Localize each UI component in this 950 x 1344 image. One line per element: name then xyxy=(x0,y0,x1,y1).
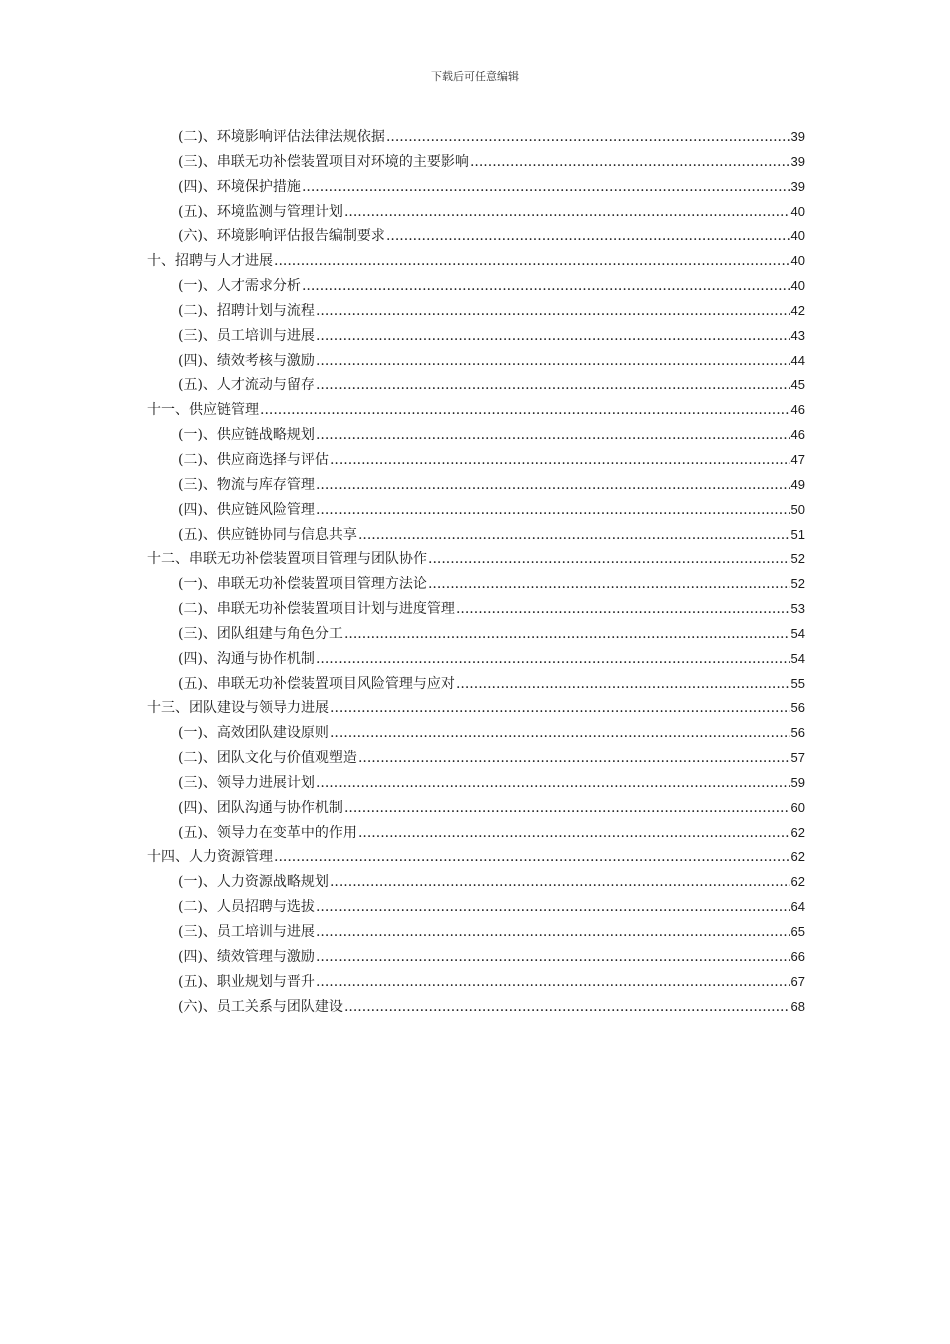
toc-entry-title: (二)、串联无功补偿装置项目计划与进度管理 xyxy=(178,601,455,618)
toc-dot-leader xyxy=(316,647,790,672)
toc-page-number: 44 xyxy=(790,352,805,368)
toc-entry-title: (一)、人才需求分析 xyxy=(178,278,301,295)
toc-dot-leader xyxy=(470,150,790,175)
toc-entry-title: (二)、招聘计划与流程 xyxy=(178,302,315,319)
toc-dot-leader xyxy=(302,175,790,200)
toc-page-number: 54 xyxy=(790,650,805,666)
toc-page-number: 67 xyxy=(790,973,805,989)
toc-page-number: 62 xyxy=(790,874,805,890)
toc-page-number: 40 xyxy=(790,253,805,269)
toc-chapter-entry[interactable] xyxy=(147,845,805,870)
toc-entry-title: (二)、供应商选择与评估 xyxy=(178,451,329,468)
toc-chapter-entry[interactable] xyxy=(147,249,805,274)
toc-section-entry[interactable] xyxy=(147,721,805,746)
toc-section-entry[interactable] xyxy=(147,870,805,895)
table-of-contents xyxy=(147,125,805,1019)
toc-section-entry[interactable] xyxy=(147,945,805,970)
toc-section-entry[interactable] xyxy=(147,473,805,498)
toc-entry-title: (四)、团队沟通与协作机制 xyxy=(178,799,343,816)
toc-page-number: 52 xyxy=(790,576,805,592)
toc-dot-leader xyxy=(260,398,790,423)
toc-entry-title: (一)、高效团队建设原则 xyxy=(178,725,329,742)
toc-entry-title: (三)、串联无功补偿装置项目对环境的主要影响 xyxy=(178,153,469,170)
toc-page-number: 39 xyxy=(790,153,805,169)
toc-dot-leader xyxy=(344,796,790,821)
toc-dot-leader xyxy=(316,373,790,398)
toc-page-number: 57 xyxy=(790,750,805,766)
toc-entry-title: (四)、环境保护措施 xyxy=(178,178,301,195)
toc-page-number: 62 xyxy=(790,849,805,865)
toc-section-entry[interactable] xyxy=(147,920,805,945)
toc-entry-title: (五)、环境监测与管理计划 xyxy=(178,203,343,220)
toc-page-number: 59 xyxy=(790,774,805,790)
toc-dot-leader xyxy=(456,597,790,622)
toc-section-entry[interactable] xyxy=(147,150,805,175)
toc-entry-title: (四)、供应链风险管理 xyxy=(178,501,315,518)
toc-section-entry[interactable] xyxy=(147,373,805,398)
toc-page-number: 46 xyxy=(790,402,805,418)
toc-dot-leader xyxy=(316,423,790,448)
toc-entry-title: (六)、环境影响评估报告编制要求 xyxy=(178,228,385,245)
toc-chapter-entry[interactable] xyxy=(147,547,805,572)
toc-page-number: 50 xyxy=(790,501,805,517)
toc-section-entry[interactable] xyxy=(147,175,805,200)
toc-dot-leader xyxy=(344,622,790,647)
toc-section-entry[interactable] xyxy=(147,200,805,225)
toc-page-number: 56 xyxy=(790,725,805,741)
toc-dot-leader xyxy=(316,920,790,945)
toc-dot-leader xyxy=(330,870,790,895)
toc-section-entry[interactable] xyxy=(147,672,805,697)
toc-entry-title: (六)、员工关系与团队建设 xyxy=(178,998,343,1015)
page-header: 下载后可任意编辑 xyxy=(431,70,519,83)
toc-page-number: 65 xyxy=(790,924,805,939)
toc-entry-title: (一)、串联无功补偿装置项目管理方法论 xyxy=(178,576,427,593)
toc-entry-title: (三)、领导力进展计划 xyxy=(178,774,315,791)
toc-entry-title: (四)、沟通与协作机制 xyxy=(178,650,315,667)
toc-entry-title: (二)、环境影响评估法律法规依据 xyxy=(178,129,385,145)
toc-dot-leader xyxy=(344,995,790,1020)
toc-entry-title: (五)、供应链协同与信息共享 xyxy=(178,526,357,543)
toc-dot-leader xyxy=(330,696,790,721)
toc-chapter-entry[interactable] xyxy=(147,696,805,721)
toc-entry-title: (二)、团队文化与价值观塑造 xyxy=(178,750,357,767)
toc-entry-title: (三)、物流与库存管理 xyxy=(178,476,315,493)
toc-entry-title: (五)、领导力在变革中的作用 xyxy=(178,824,357,841)
toc-dot-leader xyxy=(274,845,790,870)
toc-page-number: 68 xyxy=(790,998,805,1014)
toc-page-number: 54 xyxy=(790,625,805,641)
toc-page-number: 56 xyxy=(790,700,805,716)
toc-section-entry[interactable] xyxy=(147,125,805,150)
toc-dot-leader xyxy=(358,746,790,771)
toc-dot-leader xyxy=(316,970,790,995)
toc-section-entry[interactable] xyxy=(147,970,805,995)
toc-section-entry[interactable] xyxy=(147,622,805,647)
toc-dot-leader xyxy=(386,125,790,150)
toc-section-entry[interactable] xyxy=(147,448,805,473)
toc-page-number: 64 xyxy=(790,899,805,915)
toc-entry-title: (四)、绩效管理与激励 xyxy=(178,948,315,965)
toc-dot-leader xyxy=(302,274,790,299)
toc-section-entry[interactable] xyxy=(147,299,805,324)
toc-entry-title: 十四、人力资源管理 xyxy=(147,849,273,866)
toc-page-number: 47 xyxy=(790,451,805,467)
toc-section-entry[interactable] xyxy=(147,647,805,672)
toc-entry-title: 十二、串联无功补偿装置项目管理与团队协作 xyxy=(147,551,427,568)
toc-dot-leader xyxy=(358,821,790,846)
toc-entry-title: 十一、供应链管理 xyxy=(147,402,259,419)
toc-section-entry[interactable] xyxy=(147,597,805,622)
toc-section-entry[interactable] xyxy=(147,324,805,349)
toc-section-entry[interactable] xyxy=(147,771,805,796)
toc-dot-leader xyxy=(428,547,790,572)
toc-page-number: 52 xyxy=(790,551,805,567)
toc-entry-title: (一)、供应链战略规划 xyxy=(178,427,315,444)
toc-dot-leader xyxy=(428,572,790,597)
toc-dot-leader xyxy=(316,498,790,523)
toc-dot-leader xyxy=(330,448,790,473)
toc-dot-leader xyxy=(274,249,790,274)
toc-page-number: 53 xyxy=(790,601,805,617)
toc-section-entry[interactable] xyxy=(147,995,805,1020)
toc-dot-leader xyxy=(316,895,790,920)
toc-section-entry[interactable] xyxy=(147,895,805,920)
toc-page-number: 40 xyxy=(790,278,805,294)
toc-section-entry[interactable] xyxy=(147,423,805,448)
toc-section-entry[interactable] xyxy=(147,572,805,597)
toc-section-entry[interactable] xyxy=(147,821,805,846)
toc-dot-leader xyxy=(316,473,790,498)
toc-entry-title: (五)、人才流动与留存 xyxy=(178,377,315,394)
toc-section-entry[interactable] xyxy=(147,746,805,771)
toc-dot-leader xyxy=(358,523,790,548)
toc-entry-title: (一)、人力资源战略规划 xyxy=(178,874,329,891)
toc-entry-title: (三)、团队组建与角色分工 xyxy=(178,625,343,642)
toc-section-entry[interactable] xyxy=(147,224,805,249)
toc-section-entry[interactable] xyxy=(147,349,805,374)
toc-entry-title: 十、招聘与人才进展 xyxy=(147,253,273,270)
toc-page-number: 45 xyxy=(790,377,805,393)
toc-dot-leader xyxy=(386,224,790,249)
toc-page-number: 49 xyxy=(790,476,805,492)
toc-page-number: 66 xyxy=(790,948,805,964)
toc-page-number: 46 xyxy=(790,427,805,443)
toc-dot-leader xyxy=(316,324,790,349)
toc-entry-title: (二)、人员招聘与选拔 xyxy=(178,899,315,916)
toc-entry-title: 十三、团队建设与领导力进展 xyxy=(147,700,329,717)
toc-page-number: 39 xyxy=(790,178,805,194)
toc-page-number: 39 xyxy=(790,129,805,144)
toc-chapter-entry[interactable] xyxy=(147,398,805,423)
toc-dot-leader xyxy=(344,200,790,225)
toc-dot-leader xyxy=(316,349,790,374)
toc-entry-title: (三)、员工培训与进展 xyxy=(178,327,315,344)
toc-page-number: 42 xyxy=(790,302,805,318)
toc-page-number: 51 xyxy=(790,526,805,542)
toc-dot-leader xyxy=(330,721,790,746)
toc-section-entry[interactable] xyxy=(147,796,805,821)
toc-page-number: 55 xyxy=(790,675,805,691)
toc-page-number: 40 xyxy=(790,203,805,219)
toc-dot-leader xyxy=(316,945,790,970)
toc-section-entry[interactable] xyxy=(147,498,805,523)
toc-page-number: 43 xyxy=(790,327,805,343)
toc-entry-title: (四)、绩效考核与激励 xyxy=(178,352,315,369)
toc-entry-title: (五)、串联无功补偿装置项目风险管理与应对 xyxy=(178,675,455,692)
toc-dot-leader xyxy=(316,299,790,324)
toc-section-entry[interactable] xyxy=(147,274,805,299)
toc-dot-leader xyxy=(456,672,790,697)
toc-page-number: 62 xyxy=(790,824,805,840)
toc-section-entry[interactable] xyxy=(147,523,805,548)
toc-page-number: 40 xyxy=(790,228,805,244)
toc-dot-leader xyxy=(316,771,790,796)
toc-page-number: 60 xyxy=(790,799,805,815)
toc-entry-title: (三)、员工培训与进展 xyxy=(178,924,315,940)
toc-entry-title: (五)、职业规划与晋升 xyxy=(178,973,315,990)
